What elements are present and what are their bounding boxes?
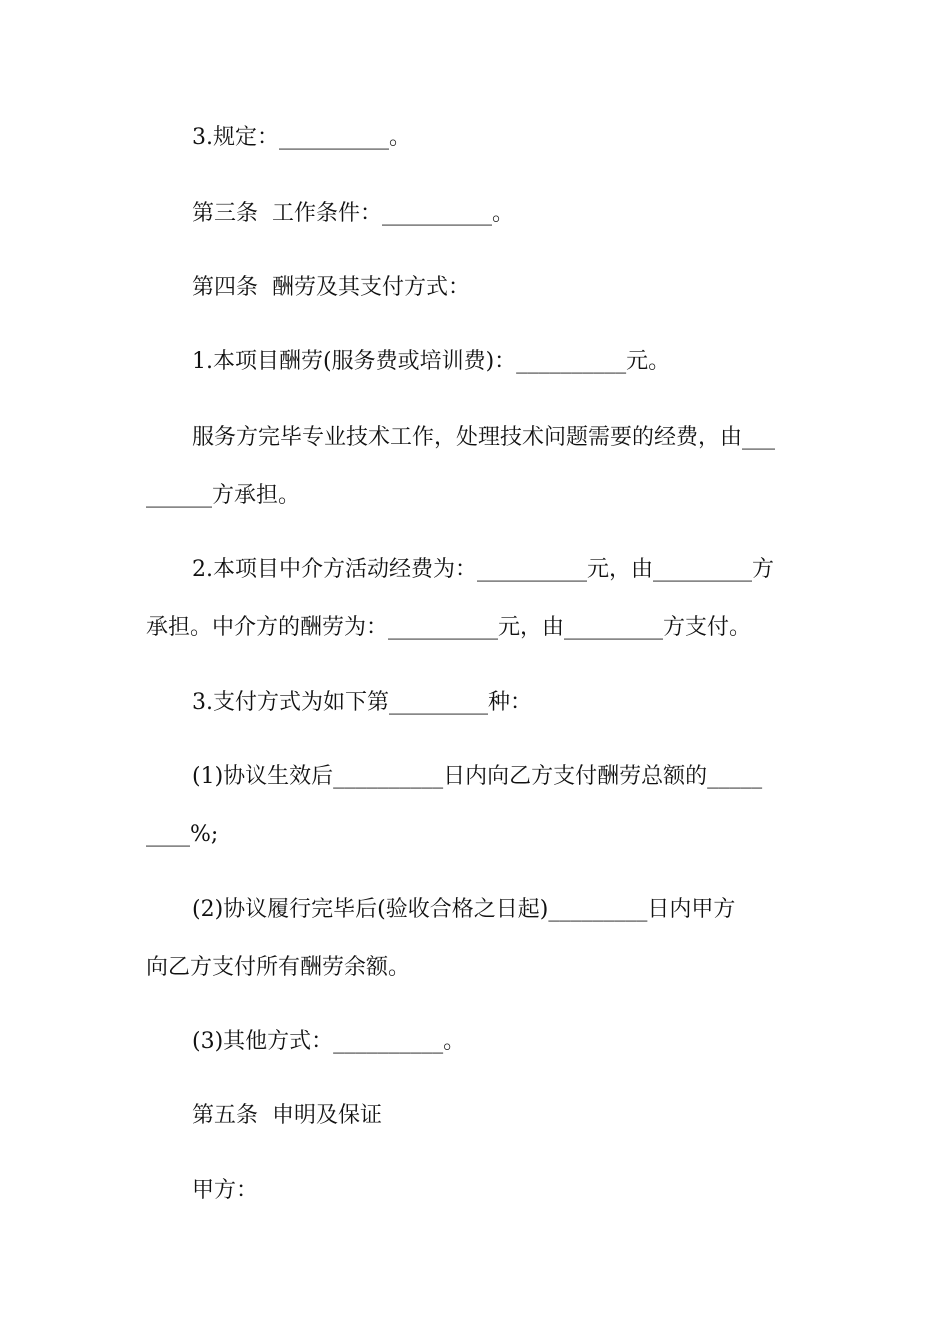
paragraph-1-line-1: 3.规定：__________。 <box>192 125 411 150</box>
paragraph-3-line-1: 第四条 酬劳及其支付方式： <box>192 275 470 300</box>
paragraph-10-line-1: (3)其他方式：__________。 <box>192 1029 466 1054</box>
paragraph-6-line-1: 2.本项目中介方活动经费为：__________元，由_________方 <box>192 557 774 582</box>
paragraph-8-line-1: (1)协议生效后__________日内向乙方支付酬劳总额的_____ <box>192 764 763 789</box>
paragraph-6-line-2: 承担。中介方的酬劳为：__________元，由_________方支付。 <box>146 615 752 640</box>
paragraph-8-line-2: ____%; <box>146 822 219 847</box>
paragraph-12-line-1: 甲方： <box>192 1178 259 1203</box>
paragraph-5-line-1: 服务方完毕专业技术工作，处理技术问题需要的经费，由___ <box>192 425 776 450</box>
paragraph-7-line-1: 3.支付方式为如下第_________种： <box>192 690 532 715</box>
paragraph-9-line-1: (2)协议履行完毕后(验收合格之日起)_________日内甲方 <box>192 897 736 922</box>
paragraph-2-line-1: 第三条 工作条件：__________。 <box>192 201 514 226</box>
paragraph-4-line-1: 1.本项目酬劳(服务费或培训费)：__________元。 <box>192 349 671 374</box>
paragraph-9-line-2: 向乙方支付所有酬劳余额。 <box>146 955 411 980</box>
paragraph-5-line-2: ______方承担。 <box>146 483 301 508</box>
paragraph-11-line-1: 第五条 申明及保证 <box>192 1103 382 1128</box>
